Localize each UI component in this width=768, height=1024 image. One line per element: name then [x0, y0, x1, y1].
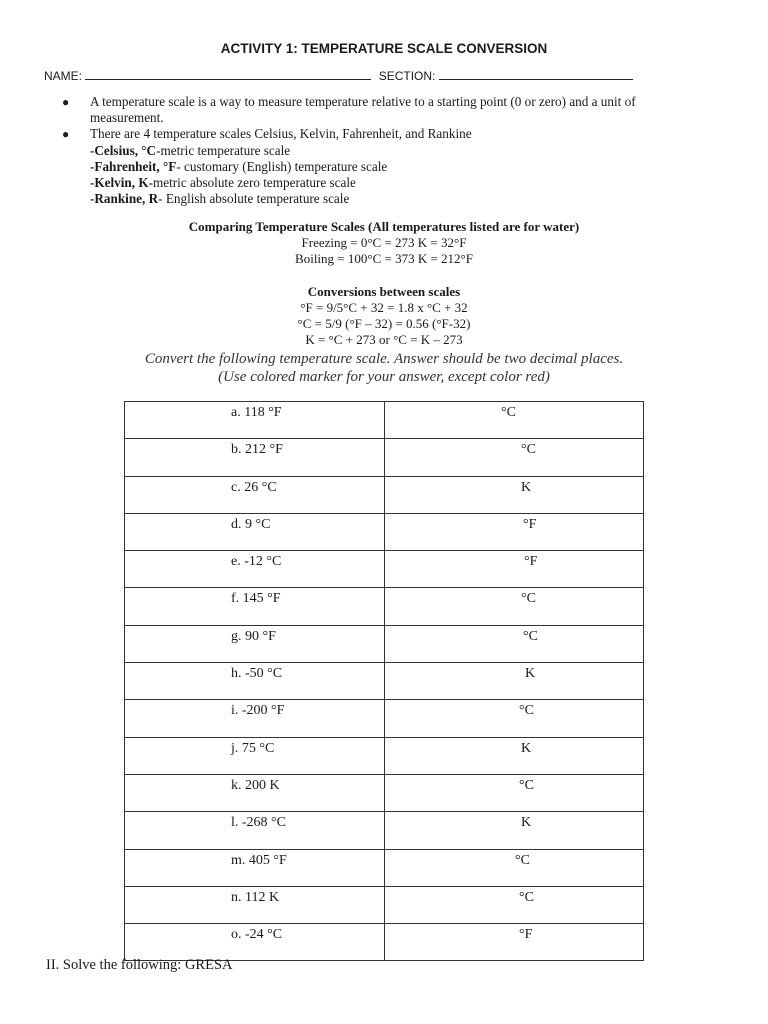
target-unit: °C	[521, 442, 536, 458]
scale-celsius: -Celsius, °C-metric temperature scale	[90, 142, 291, 158]
conversion-table	[124, 401, 644, 961]
given-value: e. -12 °C	[125, 551, 385, 588]
conversions-heading: Conversions between scales	[307, 284, 461, 299]
answer-cell[interactable]	[385, 551, 644, 588]
answer-cell[interactable]	[385, 513, 644, 550]
part-two-heading: II. Solve the following: GRESA	[46, 957, 233, 973]
section-label: SECTION:	[378, 69, 436, 83]
table-row	[125, 625, 644, 662]
answer-cell[interactable]	[385, 700, 644, 737]
target-unit: °F	[523, 516, 537, 532]
answer-cell[interactable]	[385, 476, 644, 513]
table-row	[125, 812, 644, 849]
celsius-formula: °C = 5/9 (°F – 32) = 0.56 (°F-32)	[297, 316, 471, 331]
target-unit: °C	[523, 628, 538, 644]
table-row	[125, 849, 644, 886]
intro-bullets	[62, 94, 732, 207]
answer-cell[interactable]	[385, 812, 644, 849]
table-row	[125, 924, 644, 961]
target-unit: °C	[519, 777, 534, 793]
table-row	[125, 737, 644, 774]
kelvin-formula: K = °C + 273 or °C = K – 273	[305, 332, 463, 347]
table-row	[125, 513, 644, 550]
given-value: m. 405 °F	[125, 849, 385, 886]
answer-cell[interactable]	[385, 663, 644, 700]
target-unit: K	[521, 815, 532, 831]
scale-fahrenheit: -Fahrenheit, °F- customary (English) temperature scale	[90, 158, 388, 174]
target-unit: °C	[519, 889, 534, 905]
answer-cell[interactable]	[385, 774, 644, 811]
given-value: c. 26 °C	[125, 476, 385, 513]
given-value: h. -50 °C	[125, 663, 385, 700]
name-label: NAME:	[44, 69, 83, 83]
target-unit: K	[525, 666, 536, 682]
bullet-text: There are 4 temperature scales Celsius, Kelvin, Fahrenheit, and Rankine	[90, 126, 472, 142]
table-row	[125, 663, 644, 700]
target-unit: °C	[521, 591, 536, 607]
table-row	[125, 439, 644, 476]
target-unit: °F	[524, 554, 538, 570]
target-unit: °F	[519, 927, 533, 943]
given-value: g. 90 °F	[125, 625, 385, 662]
given-value: i. -200 °F	[125, 700, 385, 737]
name-section-line	[44, 68, 633, 83]
answer-cell[interactable]	[385, 849, 644, 886]
instructions	[0, 350, 768, 386]
answer-cell[interactable]	[385, 588, 644, 625]
given-value: f. 145 °F	[125, 588, 385, 625]
answer-cell[interactable]	[385, 439, 644, 476]
bullet-text: A temperature scale is a way to measure temperature relative to a starting point (0 or zero) and a unit of measurement.	[90, 94, 636, 126]
fahrenheit-formula: °F = 9/5°C + 32 = 1.8 x °C + 32	[300, 300, 468, 315]
given-value: j. 75 °C	[125, 737, 385, 774]
given-value: o. -24 °C	[125, 924, 385, 961]
given-value: l. -268 °C	[125, 812, 385, 849]
table-row	[125, 551, 644, 588]
instruction-line-2: (Use colored marker for your answer, except color red)	[218, 369, 550, 385]
target-unit: K	[521, 479, 532, 495]
given-value: k. 200 K	[125, 774, 385, 811]
bullet-icon: ●	[62, 127, 70, 142]
answer-cell[interactable]	[385, 402, 644, 439]
table-row	[125, 588, 644, 625]
instruction-line-1: Convert the following temperature scale. Answer should be two decimal places.	[144, 351, 624, 367]
bullet-item	[62, 94, 732, 126]
given-value: a. 118 °F	[125, 402, 385, 439]
answer-cell[interactable]	[385, 924, 644, 961]
bullet-item	[62, 126, 732, 142]
comparing-heading: Comparing Temperature Scales (All temperatures listed are for water)	[188, 219, 580, 234]
answer-cell[interactable]	[385, 625, 644, 662]
target-unit: °C	[519, 703, 534, 719]
name-field[interactable]	[85, 68, 371, 80]
answer-cell[interactable]	[385, 886, 644, 923]
conversions-block	[0, 284, 768, 348]
section-field[interactable]	[439, 68, 633, 80]
table-row	[125, 402, 644, 439]
target-unit: °C	[515, 852, 530, 868]
given-value: n. 112 K	[125, 886, 385, 923]
table-row	[125, 774, 644, 811]
boiling-line: Boiling = 100°C = 373 K = 212°F	[295, 251, 473, 266]
freezing-line: Freezing = 0°C = 273 K = 32°F	[301, 235, 467, 250]
scale-rankine: -Rankine, R- English absolute temperature scale	[90, 191, 350, 207]
given-value: b. 212 °F	[125, 439, 385, 476]
table-row	[125, 476, 644, 513]
comparing-block	[0, 219, 768, 267]
table-row	[125, 700, 644, 737]
answer-cell[interactable]	[385, 737, 644, 774]
scale-kelvin: -Kelvin, K-metric absolute zero temperature scale	[90, 175, 356, 191]
bullet-icon: ●	[62, 95, 70, 109]
target-unit: °C	[501, 405, 516, 420]
target-unit: K	[521, 740, 532, 756]
given-value: d. 9 °C	[125, 513, 385, 550]
table-row	[125, 886, 644, 923]
page-title: ACTIVITY 1: TEMPERATURE SCALE CONVERSION	[220, 41, 548, 56]
